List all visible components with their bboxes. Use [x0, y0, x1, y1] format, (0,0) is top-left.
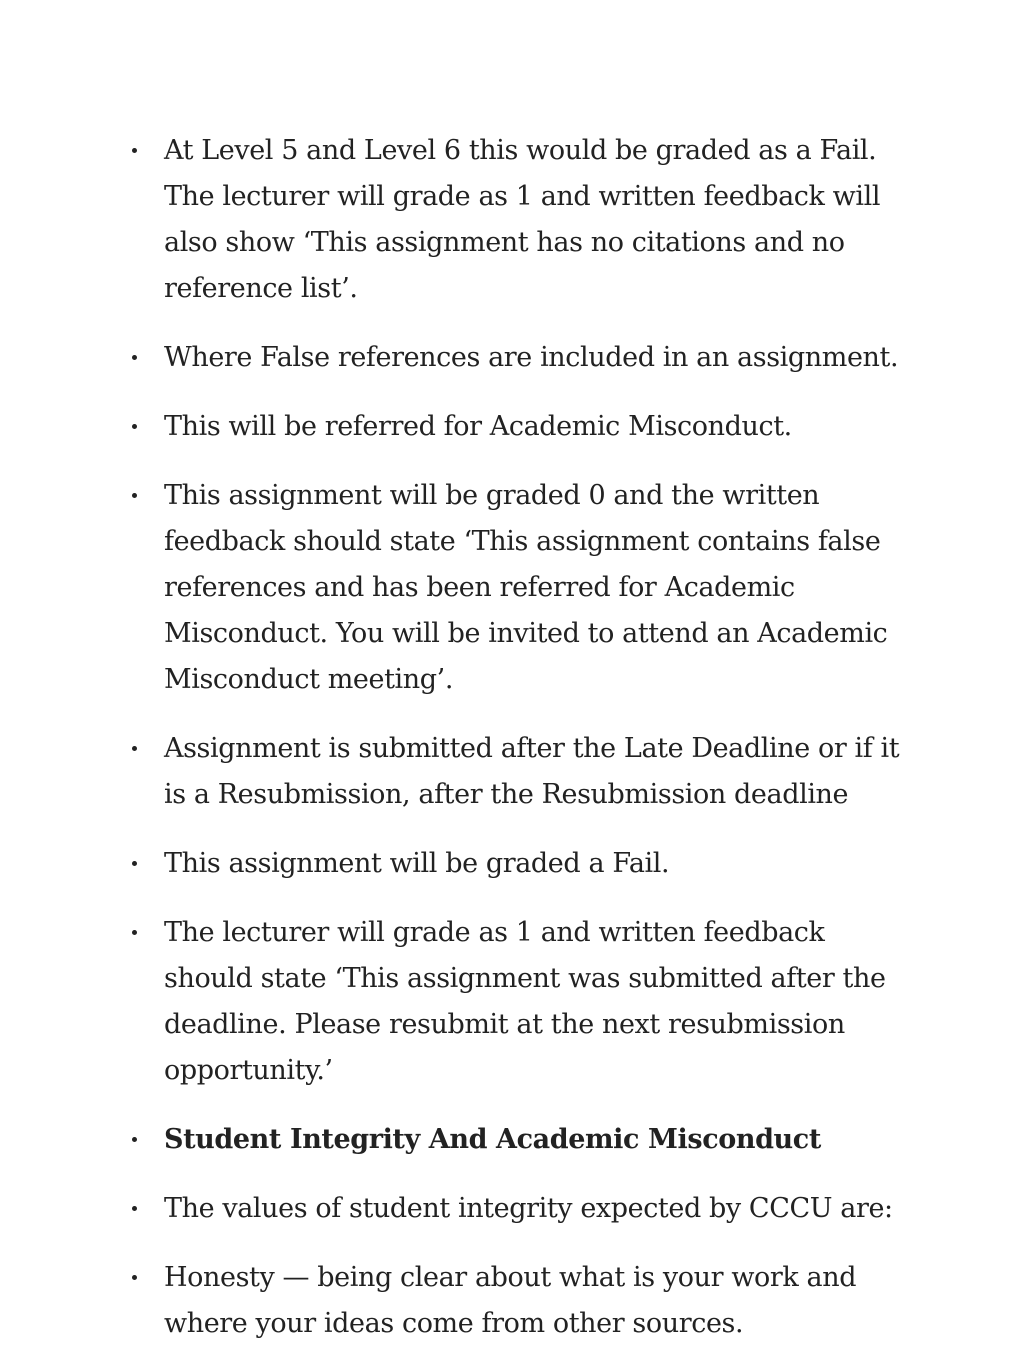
- list-item-text: This assignment will be graded 0 and the written feedback should state ‘This assignment contains false references and has been referred for Academic Misconduct. You will be invited to attend an Academic Misconduct meeting’.: [164, 480, 888, 695]
- list-item: [164, 128, 909, 312]
- bullet-icon: [132, 861, 137, 866]
- list-item-text: The lecturer will grade as 1 and written feedback should state ‘This assignment was submitted after the deadline. Please resubmit at the next resubmission opportunity.’: [164, 917, 886, 1086]
- bullet-icon: [132, 493, 137, 498]
- list-item-text: At Level 5 and Level 6 this would be graded as a Fail. The lecturer will grade as 1 and written feedback will also show ‘This assignment has no citations and no reference list’.: [164, 135, 881, 304]
- list-item: [164, 726, 909, 818]
- section-heading: Student Integrity And Academic Misconduct: [164, 1124, 821, 1155]
- bullet-icon: [132, 424, 137, 429]
- bullet-icon: [132, 355, 137, 360]
- list-item: [164, 473, 909, 703]
- list-item-text: This assignment will be graded a Fail.: [164, 848, 670, 879]
- bullet-icon: [132, 1137, 137, 1142]
- list-item: [164, 841, 909, 887]
- bullet-list: [164, 128, 909, 1370]
- list-item: [164, 1186, 909, 1232]
- list-item: [164, 910, 909, 1094]
- list-item-text: This will be referred for Academic Misconduct.: [164, 411, 792, 442]
- list-item: [164, 335, 909, 381]
- list-item: [164, 404, 909, 450]
- list-item: [164, 1255, 909, 1347]
- bullet-icon: [132, 1275, 137, 1280]
- bullet-icon: [132, 148, 137, 153]
- section-heading-item: [164, 1117, 909, 1163]
- list-item-text: The values of student integrity expected by CCCU are:: [164, 1193, 893, 1224]
- bullet-icon: [132, 746, 137, 751]
- list-item-text: Honesty — being clear about what is your work and where your ideas come from other sources.: [164, 1262, 857, 1339]
- list-item-text: Where False references are included in an assignment.: [164, 342, 899, 373]
- bullet-icon: [132, 930, 137, 935]
- list-item-text: Assignment is submitted after the Late Deadline or if it is a Resubmission, after the Resubmission deadline: [164, 733, 900, 810]
- bullet-icon: [132, 1206, 137, 1211]
